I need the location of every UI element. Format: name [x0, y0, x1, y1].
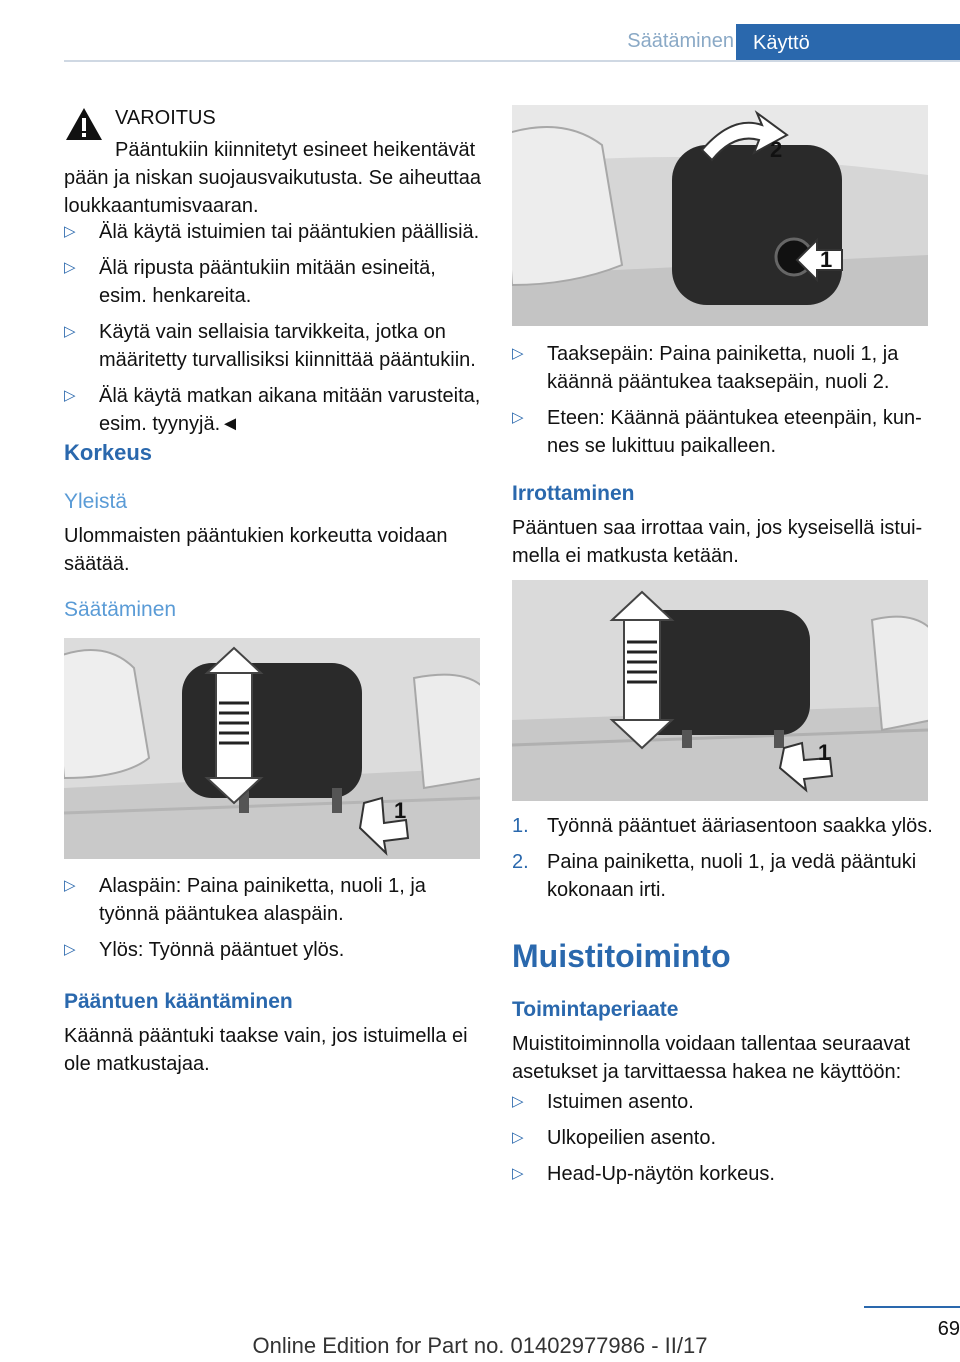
- irrottaminen-steps: [512, 812, 942, 904]
- triangle-bullet-icon: ▷: [512, 1129, 524, 1146]
- arrow-label: 1: [818, 740, 831, 765]
- warning-text: Pääntukiin kiinnitetyt esineet heikentävät pään ja niskan suojausvaikutusta. Se aiheuttaa loukkaantumisvaaran.: [64, 139, 481, 217]
- kaantaminen-text: Käännä pääntuki taakse vain, jos istuimella ei ole matkustajaa.: [64, 1025, 468, 1075]
- headrest-tilt-illustration: [512, 105, 928, 326]
- arrow-label: 1: [394, 798, 407, 823]
- list-item: 2. Paina painiketta, nuoli 1, ja vedä pääntuki kokonaan irti.: [512, 851, 917, 901]
- header-section-title: Säätäminen: [627, 30, 734, 52]
- headrest-removal-illustration: [512, 580, 928, 801]
- korkeus-list: [64, 872, 484, 964]
- muistitoiminto-list: [512, 1088, 932, 1188]
- list-item: 1. Työnnä pääntuet ääriasentoon saakka ylös.: [512, 815, 933, 837]
- edition-footer: Online Edition for Part no. 01402977986 - II/17: [252, 1333, 708, 1358]
- triangle-bullet-icon: ▷: [512, 409, 524, 426]
- list-item: ▷ Käytä vain sellaisia tarvikkeita, jotka on määritetty turvallisiksi kiinnittää pääntukiin.: [64, 318, 484, 374]
- headrest-height-illustration: [64, 638, 480, 859]
- list-item: ▷ Taaksepäin: Paina painiketta, nuoli 1, ja käännä pääntukea taaksepäin, nuoli 2.: [512, 340, 932, 396]
- yleista-text: Ulommaisten pääntukien korkeutta voidaan säätää.: [64, 525, 448, 575]
- heading-kaantaminen: Pääntuen kääntäminen: [64, 990, 293, 1013]
- kaantaminen-list: [512, 340, 932, 460]
- heading-muistitoiminto: Muistitoiminto: [512, 938, 731, 974]
- list-item: ▷ Head-Up-näytön korkeus.: [512, 1160, 932, 1188]
- triangle-bullet-icon: ▷: [64, 259, 76, 276]
- list-item: ▷ Istuimen asento.: [512, 1088, 932, 1116]
- triangle-bullet-icon: ▷: [64, 323, 76, 340]
- arrow-label-1: 1: [820, 247, 833, 272]
- arrow-label-2: 2: [770, 137, 783, 162]
- subheading-saataminen: Säätäminen: [64, 598, 177, 621]
- triangle-bullet-icon: ▷: [512, 1165, 524, 1182]
- list-item: ▷ Älä ripusta pääntukiin mitään esineitä, esim. henkareita.: [64, 254, 484, 310]
- triangle-bullet-icon: ▷: [512, 345, 524, 362]
- header-divider: [64, 60, 960, 62]
- warning-list: [64, 218, 484, 438]
- irrottaminen-text: Pääntuen saa irrottaa vain, jos kyseisellä istui-mella ei matkusta ketään.: [512, 517, 923, 567]
- muistitoiminto-text: Muistitoiminnolla voidaan tallentaa seuraavat asetukset ja tarvittaessa hakea ne käyttöön:: [512, 1033, 911, 1083]
- list-item: ▷ Älä käytä istuimien tai pääntukien päällisiä.: [64, 218, 484, 246]
- heading-irrottaminen: Irrottaminen: [512, 482, 635, 505]
- subheading-toimintaperiaate: Toimintaperiaate: [512, 998, 679, 1021]
- list-item: ▷ Alaspäin: Paina painiketta, nuoli 1, ja työnnä pääntukea alaspäin.: [64, 872, 484, 928]
- header-chapter-tab[interactable]: Käyttö: [736, 24, 960, 62]
- triangle-bullet-icon: ▷: [64, 387, 76, 404]
- triangle-bullet-icon: ▷: [64, 941, 76, 958]
- list-item: ▷ Älä käytä matkan aikana mitään varusteita, esim. tyynyjä.◄: [64, 382, 484, 438]
- triangle-bullet-icon: ▷: [64, 877, 76, 894]
- subheading-yleista: Yleistä: [64, 490, 128, 513]
- triangle-bullet-icon: ▷: [512, 1093, 524, 1110]
- list-item: ▷ Eteen: Käännä pääntukea eteenpäin, kun-nes se lukittuu paikalleen.: [512, 404, 932, 460]
- page-number: 69: [937, 1318, 960, 1340]
- page-number-rule: [864, 1306, 960, 1308]
- triangle-bullet-icon: ▷: [64, 223, 76, 240]
- heading-korkeus: Korkeus: [64, 440, 153, 465]
- list-item: ▷ Ulkopeilien asento.: [512, 1124, 932, 1152]
- warning-title: VAROITUS: [115, 107, 216, 129]
- list-item: ▷ Ylös: Työnnä pääntuet ylös.: [64, 936, 484, 964]
